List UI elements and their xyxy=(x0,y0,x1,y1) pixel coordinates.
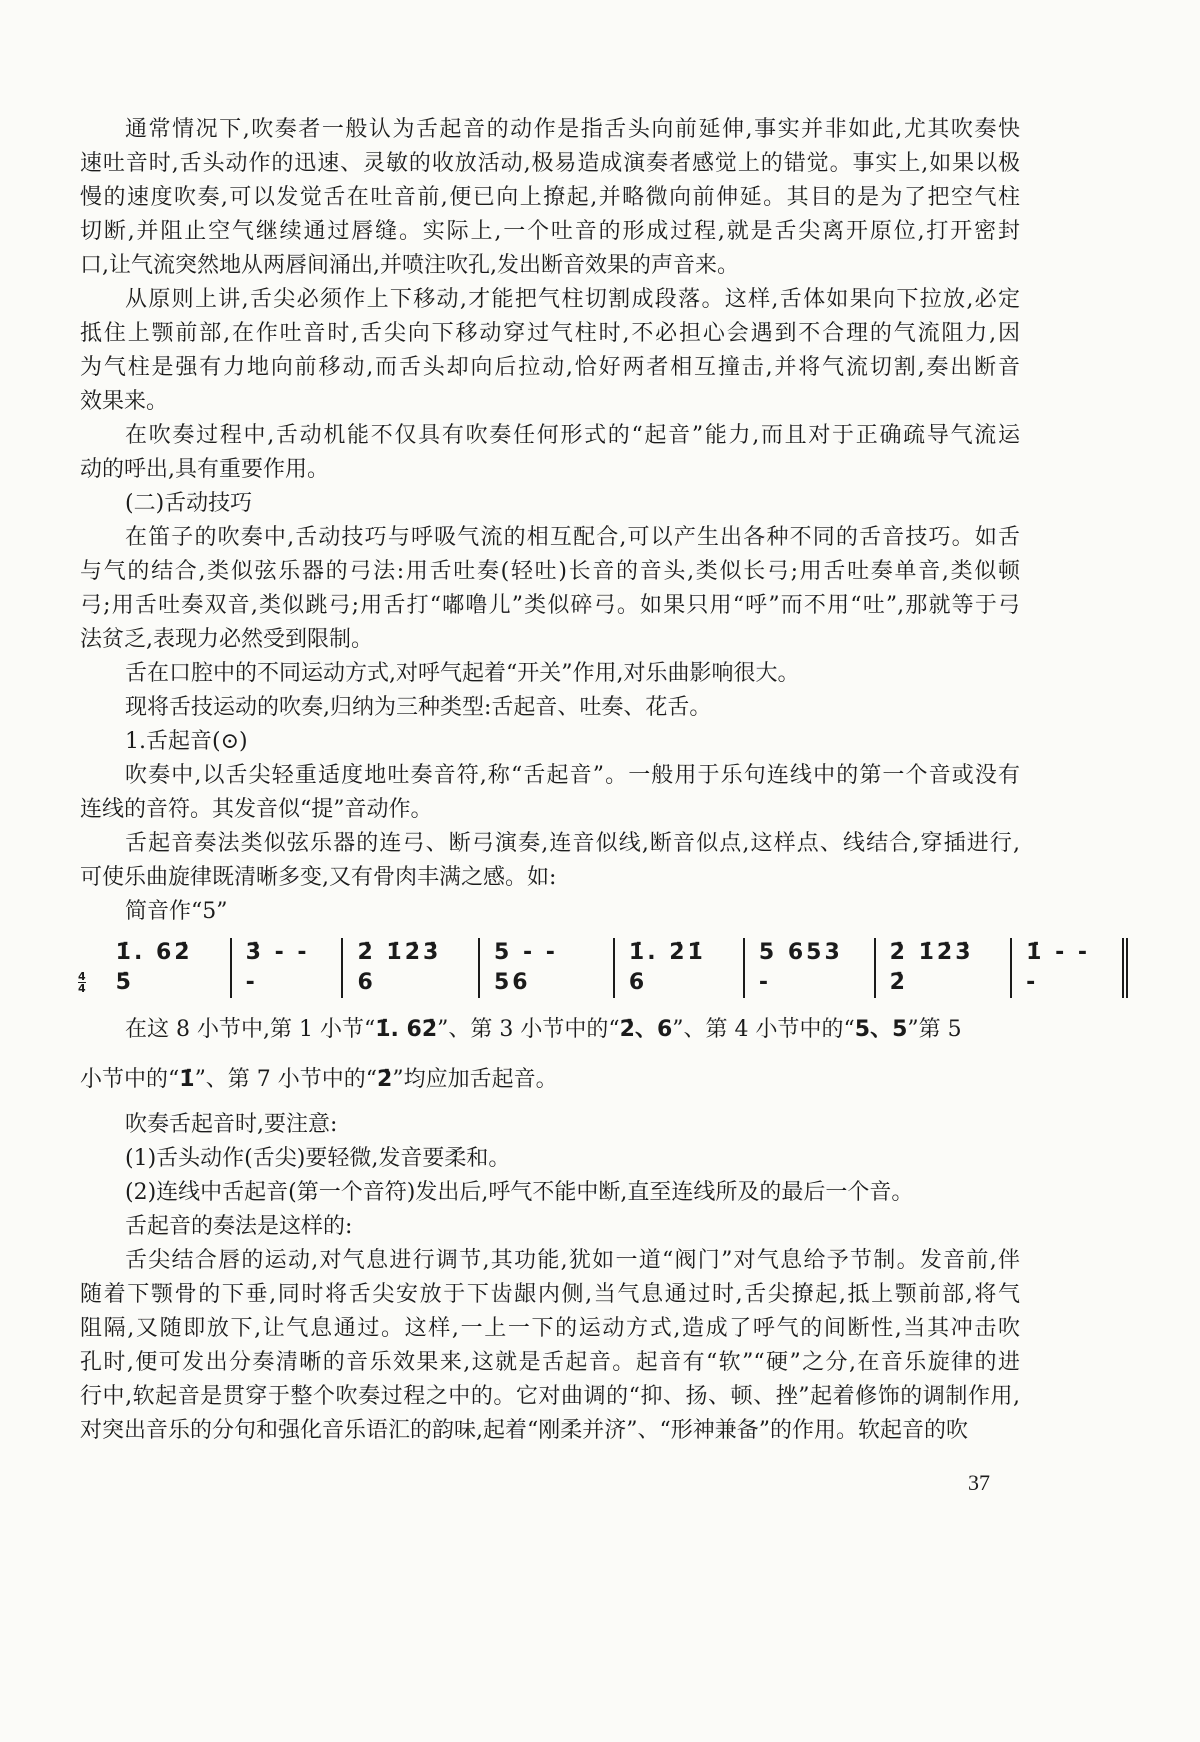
text-line: 在吹奏过程中,舌动机能不仅具有吹奏任何形式的“起音”能力,而且对于正确疏导气流运 xyxy=(125,423,1020,448)
text-line: 在笛子的吹奏中,舌动技巧与呼吸气流的相互配合,可以产生出各种不同的舌音技巧。如舌 xyxy=(125,525,1020,550)
text-line: 对突出音乐的分句和强化音乐语汇的韵味,起着“刚柔并济”、“形神兼备”的作用。软起音的吹 xyxy=(80,1418,968,1443)
text-line: (2)连线中舌起音(第一个音符)发出后,呼气不能中断,直至连线所及的最后一个音。 xyxy=(125,1180,914,1205)
page-number: 37 xyxy=(968,1470,990,1495)
text-line: 现将舌技运动的吹奏,归纳为三种类型:舌起音、吐奏、花舌。 xyxy=(125,695,712,720)
text-line: (二)舌动技巧 xyxy=(125,491,253,516)
text-line: 行中,软起音是贯穿于整个吹奏过程之中的。它对曲调的“抑、扬、顿、挫”起着修饰的调制作用, xyxy=(80,1384,1020,1409)
text-line: 舌起音的奏法是这样的: xyxy=(125,1214,353,1239)
text-line: 通常情况下,吹奏者一般认为舌起音的动作是指舌头向前延伸,事实并非如此,尤其吹奏快 xyxy=(125,117,1020,142)
measure: 5 653 - xyxy=(745,938,876,998)
inline-notation: 1̇ xyxy=(179,1067,195,1092)
text-line: 小节中的“1̇”、第 7 小节中的“2̇”均应加舌起音。 xyxy=(80,1067,558,1092)
inline-notation: 1̇. 62̇ xyxy=(375,1017,438,1042)
text-line: 可使乐曲旋律既清晰多变,又有骨肉丰满之感。如: xyxy=(80,865,557,890)
text-line: 吹奏舌起音时,要注意: xyxy=(125,1112,338,1137)
text-line: 吹奏中,以舌尖轻重适度地吐奏音符,称“舌起音”。一般用于乐句连线中的第一个音或没有 xyxy=(125,763,1020,788)
text-line: 阻隔,又随即放下,让气息通过。这样,一上一下的运动方式,造成了呼气的间断性,当其冲击吹 xyxy=(80,1316,1020,1341)
text-line: 1.舌起音(⊙) xyxy=(125,729,248,754)
measure: 3̇ - - - xyxy=(232,938,344,998)
text-line: 切断,并阻止空气继续通过唇缝。实际上,一个吐音的形成过程,就是舌尖离开原位,打开密封 xyxy=(80,219,1020,244)
text-line: (1)舌头动作(舌尖)要轻微,发音要柔和。 xyxy=(125,1146,511,1171)
text-line: 舌在口腔中的不同运动方式,对呼气起着“开关”作用,对乐曲影响很大。 xyxy=(125,661,800,686)
measure: 1̇. 2̇1̇ 6 xyxy=(615,938,745,998)
text-line: 舌尖结合唇的运动,对气息进行调节,其功能,犹如一道“阀门”对气息给予节制。发音前,伴 xyxy=(125,1248,1020,1273)
time-signature: 4 4 xyxy=(78,970,86,995)
measure: 5 - - 56 xyxy=(480,938,615,998)
text-line: 简音作“5” xyxy=(125,899,228,924)
text-line: 动的呼出,具有重要作用。 xyxy=(80,457,329,482)
text-line: 慢的速度吹奏,可以发觉舌在吐音前,便已向上撩起,并略微向前伸延。其目的是为了把空气柱 xyxy=(80,185,1020,210)
text-line: 与气的结合,类似弦乐器的弓法:用舌吐奏(轻吐)长音的音头,类似长弓;用舌吐奏单音,类似顿 xyxy=(80,559,1020,584)
text-line: 速吐音时,舌头动作的迅速、灵敏的收放活动,极易造成演奏者感觉上的错觉。事实上,如果以极 xyxy=(80,151,1020,176)
text-line: 抵住上颚前部,在作吐音时,舌尖向下移动穿过气柱时,不必担心会遇到不合理的气流阻力,因 xyxy=(80,321,1020,346)
text-line: 连线的音符。其发音似“提”音动作。 xyxy=(80,797,433,822)
notation-explanation xyxy=(80,1013,1020,1097)
inline-notation: 2̇、6 xyxy=(619,1017,673,1042)
measure: 1̇ - - - xyxy=(1012,938,1128,998)
numbered-notation-staff xyxy=(78,940,1128,998)
measure: 2̇ 1̇2̇3̇ 2̇ xyxy=(876,938,1013,998)
inline-notation: 2̇ xyxy=(377,1067,393,1092)
text-line: 口,让气流突然地从两唇间涌出,并喷注吹孔,发出断音效果的声音来。 xyxy=(80,253,739,278)
text-line: 孔时,便可发出分奏清晰的音乐效果来,这就是舌起音。起音有“软”“硬”之分,在音乐旋律的进 xyxy=(80,1350,1020,1375)
text-line: 为气柱是强有力地向前移动,而舌头却向后拉动,恰好两者相互撞击,并将气流切割,奏出断音 xyxy=(80,355,1020,380)
text-line: 舌起音奏法类似弦乐器的连弓、断弓演奏,连音似线,断音似点,这样点、线结合,穿插进行, xyxy=(125,831,1020,856)
text-line: 弓;用舌吐奏双音,类似跳弓;用舌打“嘟噜儿”类似碎弓。如果只用“呼”而不用“吐”,那就等于弓 xyxy=(80,593,1020,618)
inline-notation: 5、5 xyxy=(854,1017,908,1042)
body-text-bottom xyxy=(80,1108,1020,1448)
body-text-top xyxy=(80,113,1020,929)
text-line: 法贫乏,表现力必然受到限制。 xyxy=(80,627,373,652)
measure: 2̇ 1̇2̇3̇ 6 xyxy=(343,938,480,998)
text-line: 随着下颚骨的下垂,同时将舌尖安放于下齿龈内侧,当气息通过时,舌尖撩起,抵上颚前部,将气 xyxy=(80,1282,1020,1307)
text-line: 从原则上讲,舌尖必须作上下移动,才能把气柱切割成段落。这样,舌体如果向下拉放,必定 xyxy=(125,287,1020,312)
text-line: 在这 8 小节中,第 1 小节“1̇. 62̇”、第 3 小节中的“2̇、6”、第 4 小节中的“5、5”第 5 xyxy=(125,1017,962,1042)
text-line: 效果来。 xyxy=(80,389,169,414)
measure: 1̇. 62̇ 5̇ xyxy=(102,938,232,998)
